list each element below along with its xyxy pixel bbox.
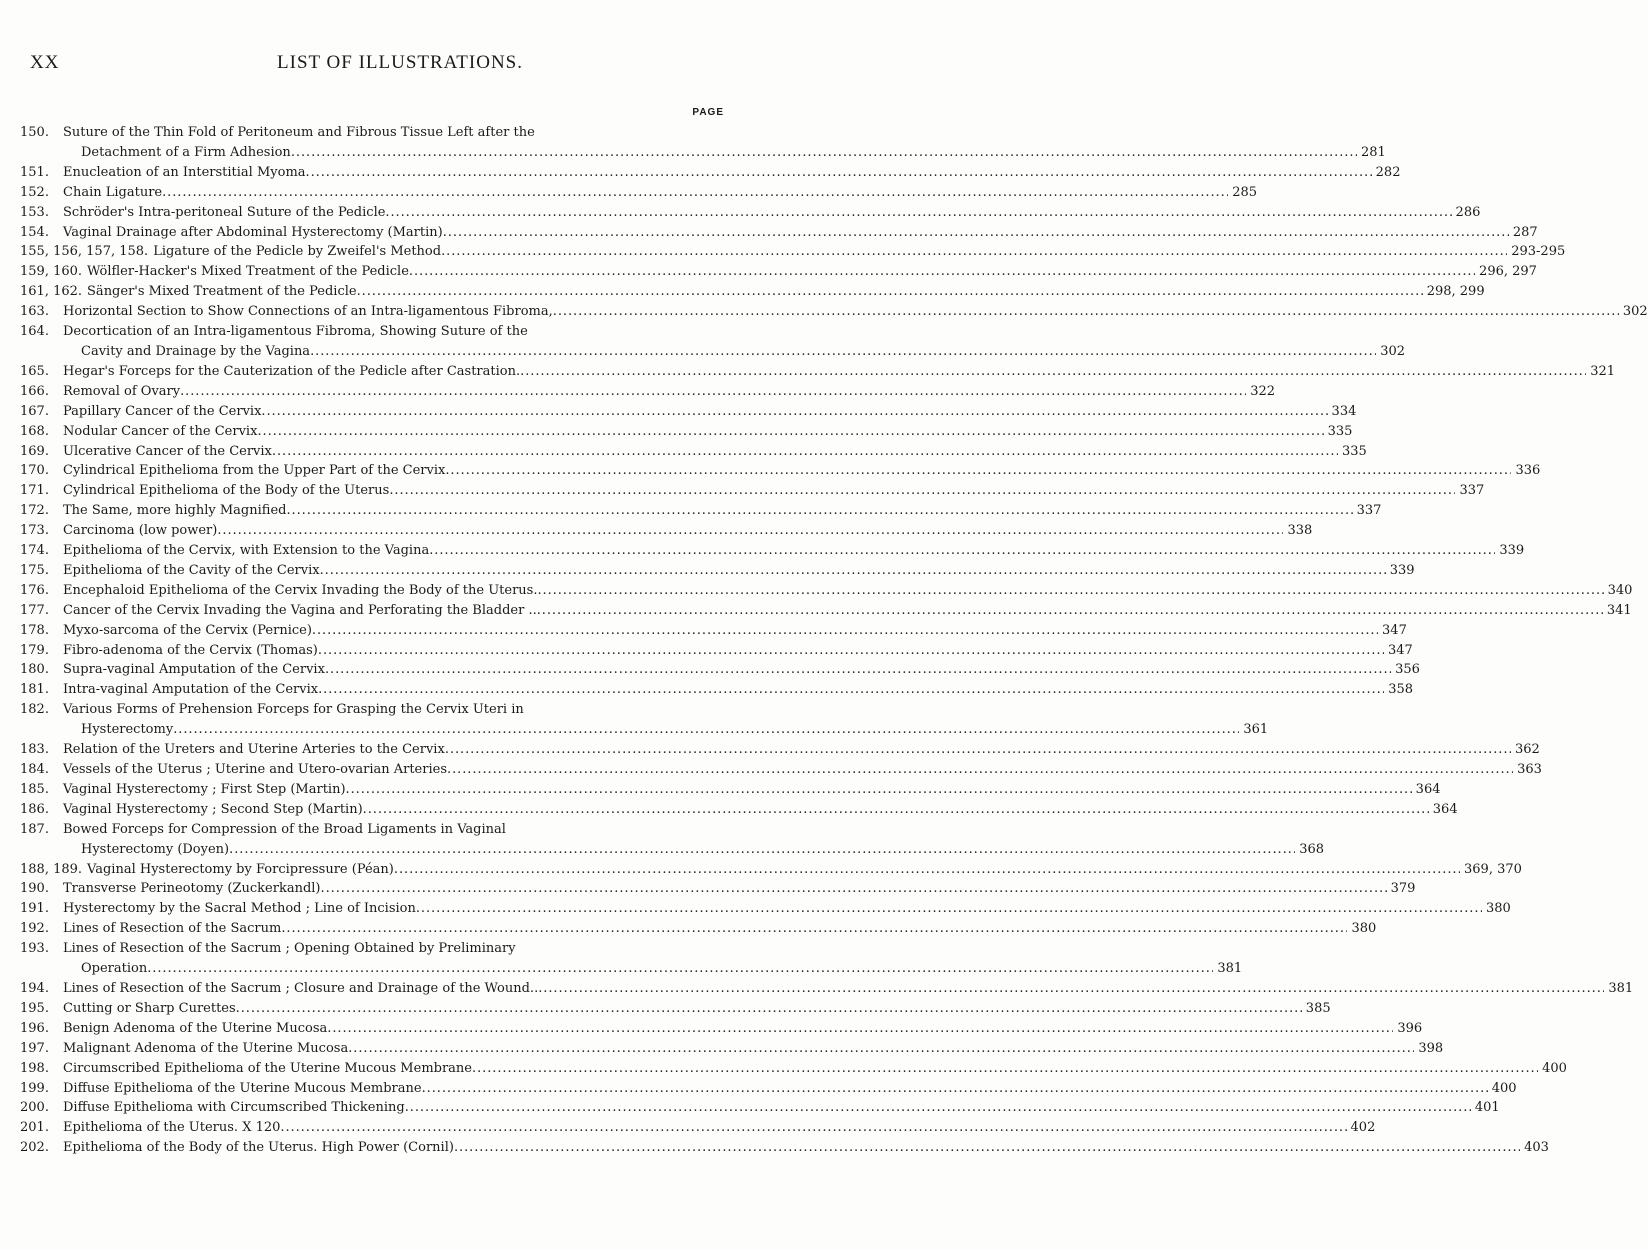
- figure-title: Enucleation of an Interstitial Myoma: [63, 164, 306, 180]
- figure-title: Diffuse Epithelioma with Circumscribed Thickening: [63, 1100, 405, 1116]
- dot-leader: [318, 641, 1384, 661]
- figure-title: Malignant Adenoma of the Uterine Mucosa: [63, 1040, 349, 1056]
- page-reference: 396: [1397, 1020, 1423, 1036]
- figure-title: Cavity and Drainage by the Vagina: [81, 343, 311, 359]
- figure-number: 186.: [20, 801, 49, 817]
- page-column-label: PAGE: [692, 107, 724, 118]
- page-number: XX: [30, 52, 60, 73]
- page-reference: 337: [1356, 503, 1382, 519]
- figure-title: Vaginal Hysterectomy ; First Step (Martin): [63, 781, 346, 797]
- page-reference: 337: [1459, 483, 1485, 499]
- dot-leader: [472, 1059, 1538, 1079]
- list-item: [20, 581, 1633, 601]
- page-reference: 322: [1250, 383, 1276, 399]
- list-item: [20, 979, 1634, 999]
- list-item: [20, 999, 1331, 1019]
- figure-title: Cancer of the Cervix Invading the Vagina and Perforating the Bladder ..: [63, 602, 537, 618]
- list-item: [20, 123, 1386, 163]
- page-reference: 293-295: [1511, 244, 1566, 260]
- page-reference: 380: [1351, 921, 1377, 937]
- list-item: [20, 860, 1522, 880]
- dot-leader: [325, 660, 1391, 680]
- figure-title: Various Forms of Prehension Forceps for Grasping the Cervix Uteri in: [63, 702, 524, 718]
- page-reference: 339: [1499, 543, 1525, 559]
- illustrations-list: [20, 123, 1648, 1158]
- page-reference: 369, 370: [1464, 861, 1522, 877]
- list-item: [20, 899, 1511, 919]
- list-item: [20, 780, 1441, 800]
- figure-number: 180.: [20, 662, 49, 678]
- figure-title: Hegar's Forceps for the Cauterization of the Pedicle after Castration.: [63, 363, 521, 379]
- page-reference: 334: [1331, 403, 1357, 419]
- figure-title: Relation of the Ureters and Uterine Arteries to the Cervix: [63, 742, 445, 758]
- figure-title: Epithelioma of the Cavity of the Cervix: [63, 562, 320, 578]
- list-item: [20, 1138, 1549, 1158]
- dot-leader: [327, 1019, 1393, 1039]
- dot-leader: [394, 860, 1460, 880]
- list-item: [20, 1019, 1423, 1039]
- list-item: [20, 641, 1413, 661]
- list-item: [20, 203, 1481, 223]
- dot-leader: [409, 262, 1475, 282]
- figure-title: Circumscribed Epithelioma of the Uterine Mucous Membrane: [63, 1060, 472, 1076]
- dot-leader: [443, 223, 1509, 243]
- page-reference: 336: [1515, 463, 1541, 479]
- figure-number: 187.: [20, 821, 49, 837]
- dot-leader: [286, 501, 1352, 521]
- dot-leader: [180, 382, 1246, 402]
- dot-leader: [346, 780, 1412, 800]
- page-reference: 362: [1514, 742, 1540, 758]
- list-item: [20, 262, 1537, 282]
- dot-leader: [257, 422, 1323, 442]
- figure-title: Lines of Resection of the Sacrum: [63, 921, 282, 937]
- figure-number: 164.: [20, 324, 49, 340]
- figure-number: 151.: [20, 164, 49, 180]
- figure-title: Detachment of a Firm Adhesion: [81, 144, 291, 160]
- dot-leader: [553, 302, 1619, 322]
- dot-leader: [281, 919, 1347, 939]
- figure-number: 184.: [20, 762, 49, 777]
- dot-leader: [261, 402, 1327, 422]
- figure-number: 169.: [20, 443, 49, 459]
- page-reference: 335: [1327, 423, 1353, 439]
- dot-leader: [162, 183, 1228, 203]
- figure-title: Benign Adenoma of the Uterine Mucosa: [63, 1020, 328, 1036]
- figure-title: Hysterectomy (Doyen): [81, 841, 230, 857]
- figure-title: Hysterectomy: [81, 722, 174, 738]
- page-reference: 385: [1305, 1000, 1331, 1016]
- list-item: [20, 680, 1414, 700]
- dot-leader: [445, 461, 1511, 481]
- figure-title: Removal of Ovary: [63, 383, 181, 399]
- page-reference: 347: [1382, 622, 1407, 638]
- list-item: [20, 481, 1485, 501]
- figure-title: Vaginal Hysterectomy by Forcipressure (Péan): [87, 861, 394, 877]
- figure-number: 190.: [20, 881, 49, 897]
- figure-number: 166.: [20, 383, 49, 399]
- figure-title: Decortication of an Intra-ligamentous Fibroma, Showing Suture of the: [63, 324, 528, 340]
- dot-leader: [422, 1079, 1488, 1099]
- dot-leader: [291, 143, 1357, 163]
- figure-number: 192.: [20, 921, 49, 937]
- page-title: LIST OF ILLUSTRATIONS.: [277, 52, 523, 73]
- page-reference: 302: [1622, 304, 1648, 320]
- figure-title: Encephaloid Epithelioma of the Cervix Invading the Body of the Uterus.: [63, 582, 538, 598]
- figure-number: 177.: [20, 602, 49, 618]
- dot-leader: [272, 442, 1338, 462]
- dot-leader: [537, 601, 1603, 621]
- figure-number: 183.: [20, 742, 49, 758]
- figure-number: 155, 156, 157, 158.: [20, 244, 149, 260]
- list-item: [20, 402, 1357, 422]
- figure-title: Intra-vaginal Amputation of the Cervix: [63, 682, 319, 698]
- dot-leader: [217, 521, 1283, 541]
- figure-number: 176.: [20, 582, 49, 598]
- figure-number: 198.: [20, 1060, 49, 1076]
- list-item: [20, 461, 1541, 481]
- figure-number: 201.: [20, 1120, 49, 1136]
- dot-leader: [520, 362, 1586, 382]
- page-reference: 400: [1491, 1080, 1517, 1096]
- dot-leader: [389, 481, 1455, 501]
- figure-number: 163.: [20, 304, 49, 320]
- figure-title: Nodular Cancer of the Cervix: [63, 423, 258, 439]
- figure-title: Horizontal Section to Show Connections of an Intra-ligamentous Fibroma,: [63, 304, 553, 320]
- page-reference: 403: [1524, 1140, 1549, 1156]
- page-reference: 401: [1474, 1100, 1500, 1116]
- figure-number: 185.: [20, 781, 49, 797]
- page-reference: 321: [1590, 363, 1616, 379]
- figure-number: 154.: [20, 224, 49, 240]
- figure-number: 194.: [20, 980, 49, 996]
- figure-title: Wölfler-Hacker's Mixed Treatment of the Pedicle: [87, 264, 409, 280]
- list-item: [20, 601, 1632, 621]
- figure-number: 161, 162.: [20, 284, 83, 300]
- dot-leader: [363, 800, 1429, 820]
- dot-leader: [357, 282, 1423, 302]
- figure-title: Chain Ligature: [63, 184, 163, 200]
- page-reference: 400: [1542, 1060, 1567, 1076]
- figure-title: Epithelioma of the Uterus. X 120: [63, 1120, 281, 1136]
- list-item: [20, 322, 1406, 362]
- page-reference: 363: [1517, 762, 1542, 777]
- page-reference: 368: [1299, 841, 1325, 857]
- figure-number: 165.: [20, 363, 49, 379]
- figure-number: 179.: [20, 642, 49, 658]
- page-reference: 364: [1415, 781, 1441, 797]
- figure-title: Papillary Cancer of the Cervix: [63, 403, 262, 419]
- figure-number: 174.: [20, 543, 49, 559]
- figure-number: 152.: [20, 184, 49, 200]
- figure-title: Ligature of the Pedicle by Zweifel's Method: [153, 244, 442, 260]
- list-item: [20, 800, 1458, 820]
- dot-leader: [348, 1039, 1414, 1059]
- list-item: [20, 939, 1243, 979]
- dot-leader: [416, 899, 1482, 919]
- dot-leader: [320, 561, 1386, 581]
- list-item: [20, 442, 1367, 462]
- page-reference: 281: [1360, 144, 1386, 160]
- dot-leader: [229, 840, 1295, 860]
- figure-title: Cylindrical Epithelioma of the Body of the Uterus: [63, 483, 390, 499]
- figure-number: 150.: [20, 125, 49, 140]
- figure-number: 170.: [20, 463, 49, 479]
- page-reference: 358: [1388, 682, 1414, 698]
- figure-number: 193.: [20, 941, 49, 957]
- page-reference: 347: [1388, 642, 1413, 658]
- page-reference: 380: [1485, 901, 1511, 917]
- dot-leader: [147, 959, 1213, 979]
- page-reference: 402: [1350, 1120, 1376, 1136]
- list-item: [20, 302, 1648, 322]
- dot-leader: [236, 999, 1302, 1019]
- figure-title: Diffuse Epithelioma of the Uterine Mucous Membrane: [63, 1080, 422, 1096]
- page-reference: 285: [1232, 184, 1258, 200]
- figure-number: 175.: [20, 562, 49, 578]
- figure-title: Schröder's Intra-peritoneal Suture of the Pedicle: [63, 204, 386, 220]
- figure-title: Hysterectomy by the Sacral Method ; Line of Incision: [63, 901, 416, 917]
- figure-number: 195.: [20, 1000, 49, 1016]
- list-item: [20, 740, 1540, 760]
- figure-title: Lines of Resection of the Sacrum ; Opening Obtained by Preliminary: [63, 941, 516, 957]
- figure-title: Vaginal Drainage after Abdominal Hysterectomy (Martin): [63, 224, 443, 240]
- list-item: [20, 919, 1377, 939]
- figure-title: Supra-vaginal Amputation of the Cervix: [63, 662, 325, 678]
- page-reference: 335: [1342, 443, 1367, 459]
- figure-number: 171.: [20, 483, 49, 499]
- list-item: [20, 223, 1538, 243]
- figure-title: Suture of the Thin Fold of Peritoneum and Fibrous Tissue Left after the: [63, 125, 535, 140]
- list-item: [20, 242, 1566, 262]
- figure-title: Bowed Forceps for Compression of the Broad Ligaments in Vaginal: [63, 821, 506, 837]
- page-reference: 340: [1607, 582, 1633, 598]
- dot-leader: [310, 342, 1376, 362]
- figure-number: 182.: [20, 702, 49, 718]
- page-reference: 338: [1287, 523, 1313, 539]
- dot-leader: [538, 979, 1604, 999]
- figure-title: Epithelioma of the Body of the Uterus. High Power (Cornil): [63, 1140, 454, 1156]
- dot-leader: [318, 680, 1384, 700]
- dot-leader: [447, 760, 1513, 780]
- page-reference: 339: [1389, 562, 1415, 578]
- page-reference: 356: [1395, 662, 1420, 678]
- figure-title: Transverse Perineotomy (Zuckerkandl): [63, 881, 321, 897]
- list-item: [20, 700, 1269, 740]
- dot-leader: [312, 621, 1378, 641]
- page-reference: 341: [1606, 602, 1632, 618]
- list-item: [20, 660, 1420, 680]
- list-item: [20, 422, 1353, 442]
- dot-leader: [173, 720, 1239, 740]
- list-item: [20, 1098, 1500, 1118]
- dot-leader: [321, 879, 1387, 899]
- figure-number: 188, 189.: [20, 861, 83, 877]
- figure-number: 196.: [20, 1020, 49, 1036]
- figure-title: Sänger's Mixed Treatment of the Pedicle: [87, 284, 357, 300]
- dot-leader: [405, 1098, 1471, 1118]
- list-item: [20, 1079, 1517, 1099]
- page-reference: 287: [1512, 224, 1538, 240]
- figure-title: Ulcerative Cancer of the Cervix: [63, 443, 272, 459]
- page-reference: 379: [1390, 881, 1416, 897]
- figure-number: 202.: [20, 1140, 49, 1156]
- list-item: [20, 382, 1276, 402]
- figure-title: Fibro-adenoma of the Cervix (Thomas): [63, 642, 318, 658]
- figure-number: 200.: [20, 1100, 49, 1116]
- figure-title: Carcinoma (low power): [63, 523, 218, 539]
- list-item: [20, 541, 1525, 561]
- list-item: [20, 621, 1407, 641]
- figure-title: Epithelioma of the Cervix, with Extension to the Vagina: [63, 543, 430, 559]
- page-reference: 298, 299: [1426, 284, 1485, 300]
- list-item: [20, 1118, 1376, 1138]
- page-reference: 282: [1375, 164, 1401, 180]
- figure-title: The Same, more highly Magnified: [63, 503, 287, 519]
- dot-leader: [306, 163, 1372, 183]
- list-item: [20, 1059, 1567, 1079]
- list-item: [20, 879, 1416, 899]
- figure-title: Lines of Resection of the Sacrum ; Closure and Drainage of the Wound..: [63, 980, 539, 996]
- page-reference: 302: [1380, 343, 1406, 359]
- figure-number: 197.: [20, 1040, 49, 1056]
- list-item: [20, 760, 1542, 780]
- page-header: [0, 52, 800, 82]
- figure-number: 178.: [20, 622, 49, 638]
- figure-number: 153.: [20, 204, 49, 220]
- figure-number: 191.: [20, 901, 49, 917]
- list-item: [20, 163, 1401, 183]
- dot-leader: [280, 1118, 1346, 1138]
- dot-leader: [445, 740, 1511, 760]
- list-item: [20, 183, 1258, 203]
- dot-leader: [385, 203, 1451, 223]
- page-reference: 381: [1608, 980, 1634, 996]
- list-item: [20, 1039, 1444, 1059]
- list-item: [20, 501, 1382, 521]
- page-reference: 286: [1455, 204, 1481, 220]
- figure-number: 167.: [20, 403, 49, 419]
- figure-title: Vaginal Hysterectomy ; Second Step (Martin): [63, 801, 363, 817]
- figure-title: Cylindrical Epithelioma from the Upper Part of the Cervix: [63, 463, 446, 479]
- figure-number: 159, 160.: [20, 264, 83, 280]
- list-item: [20, 521, 1313, 541]
- dot-leader: [441, 242, 1507, 262]
- figure-title: Vessels of the Uterus ; Uterine and Utero-ovarian Arteries: [63, 762, 447, 777]
- figure-number: 168.: [20, 423, 49, 439]
- figure-number: 172.: [20, 503, 49, 519]
- dot-leader: [429, 541, 1495, 561]
- figure-number: 199.: [20, 1080, 49, 1096]
- page-reference: 296, 297: [1479, 264, 1537, 280]
- figure-number: 173.: [20, 523, 49, 539]
- figure-title: Cutting or Sharp Curettes: [63, 1000, 236, 1016]
- dot-leader: [454, 1138, 1520, 1158]
- page-reference: 361: [1243, 722, 1269, 738]
- list-item: [20, 820, 1325, 860]
- figure-title: Operation: [81, 961, 148, 977]
- list-item: [20, 561, 1415, 581]
- page-reference: 364: [1432, 801, 1458, 817]
- page-reference: 381: [1217, 961, 1243, 977]
- figure-number: 181.: [20, 682, 49, 698]
- dot-leader: [537, 581, 1603, 601]
- list-item: [20, 282, 1485, 302]
- figure-title: Myxo-sarcoma of the Cervix (Pernice): [63, 622, 312, 638]
- list-item: [20, 362, 1616, 382]
- page-reference: 398: [1418, 1040, 1444, 1056]
